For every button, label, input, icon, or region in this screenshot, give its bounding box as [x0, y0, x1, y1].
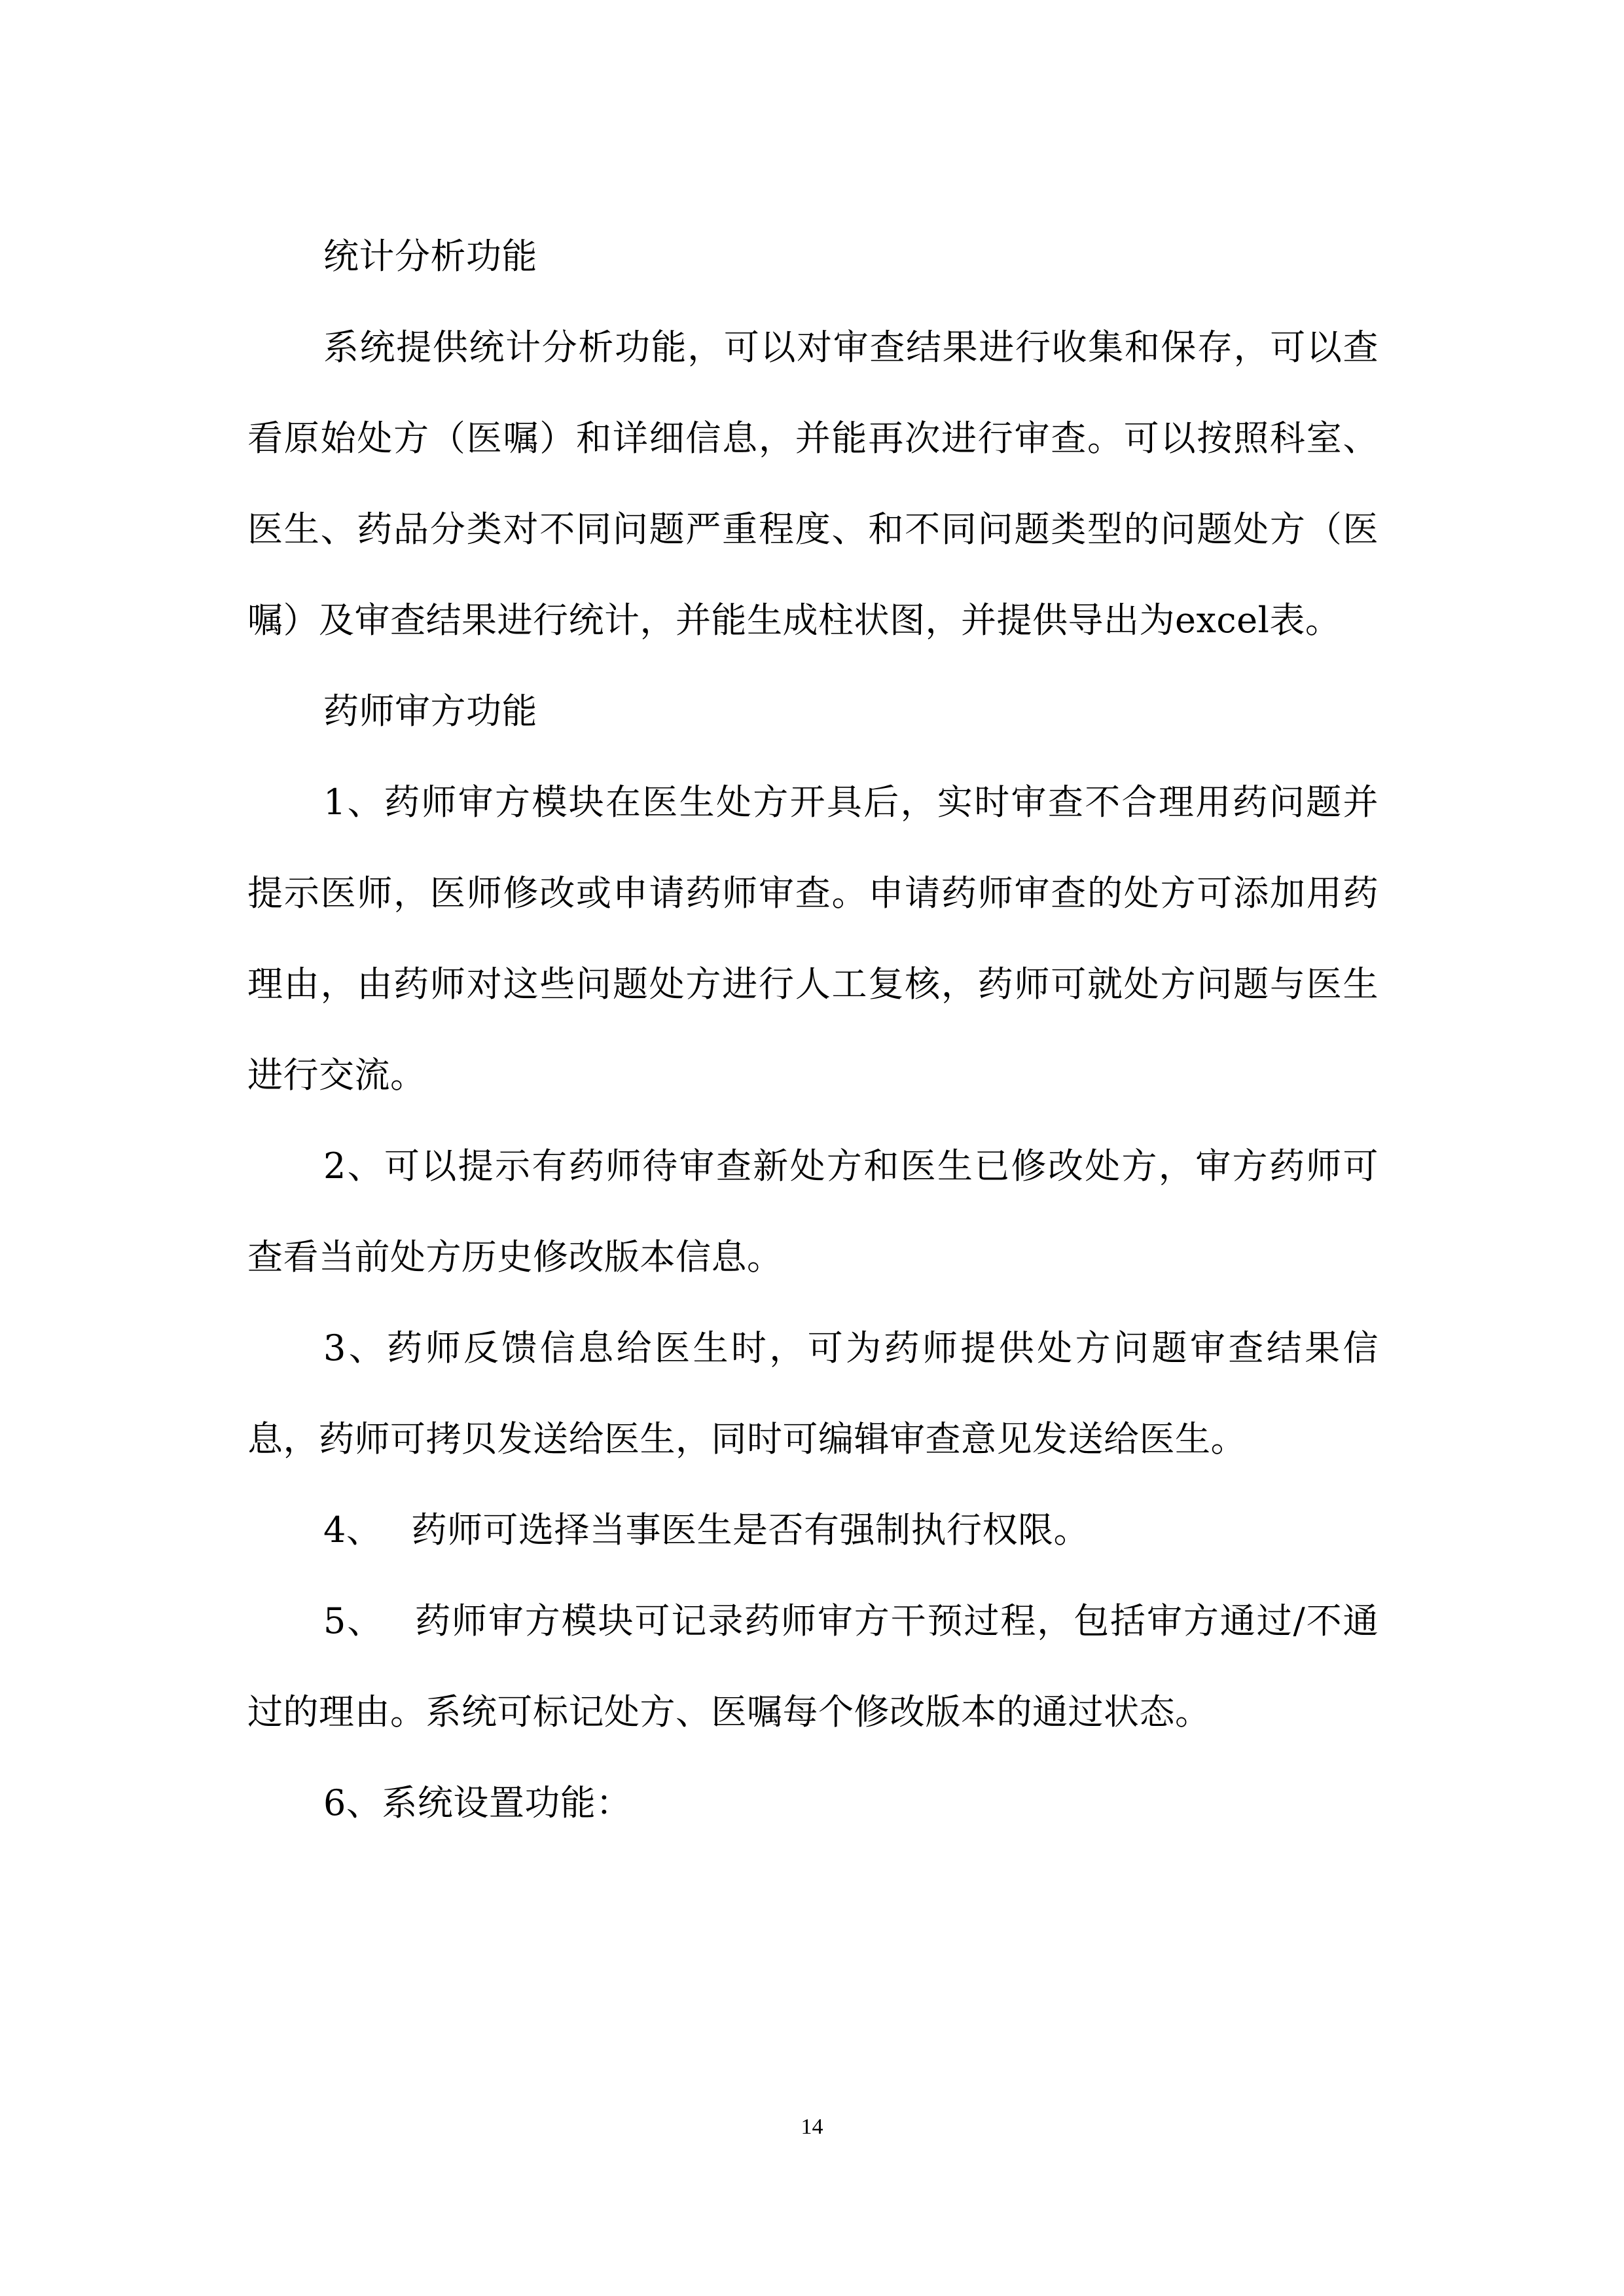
paragraph-item-3: 3、药师反馈信息给医生时，可为药师提供处方问题审查结果信息，药师可拷贝发送给医生，同时可编辑审查意见发送给医生。: [247, 1327, 1379, 1460]
paragraph-item-4: 4、 药师可选择当事医生是否有强制执行权限。: [323, 1509, 1090, 1551]
paragraph-item-6: 6、系统设置功能：: [323, 1782, 632, 1823]
page-number: 14: [801, 2115, 823, 2139]
section-heading-statistics: 统计分析功能: [323, 236, 537, 277]
paragraph-item-1: 1、药师审方模块在医生处方开具后，实时审查不合理用药问题并提示医师，医师修改或申请药师审查。申请药师审查的处方可添加用药理由，由药师对这些问题处方进行人工复核，药师可就处方问题与医生进行交流。: [247, 781, 1379, 1096]
paragraph-statistics-description: 系统提供统计分析功能，可以对审查结果进行收集和保存，可以查看原始处方（医嘱）和详细信息，并能再次进行审查。可以按照科室、医生、药品分类对不同问题严重程度、和不同问题类型的问题处方（医嘱）及审查结果进行统计，并能生成柱状图，并提供导出为excel表。: [247, 327, 1379, 641]
document-body: [247, 211, 1379, 1848]
section-heading-pharmacist-review: 药师审方功能: [323, 691, 537, 732]
paragraph-item-2: 2、可以提示有药师待审查新处方和医生已修改处方，审方药师可查看当前处方历史修改版本信息。: [247, 1145, 1379, 1278]
paragraph-item-5: 5、 药师审方模块可记录药师审方干预过程，包括审方通过/不通过的理由。系统可标记处方、医嘱每个修改版本的通过状态。: [247, 1600, 1379, 1732]
